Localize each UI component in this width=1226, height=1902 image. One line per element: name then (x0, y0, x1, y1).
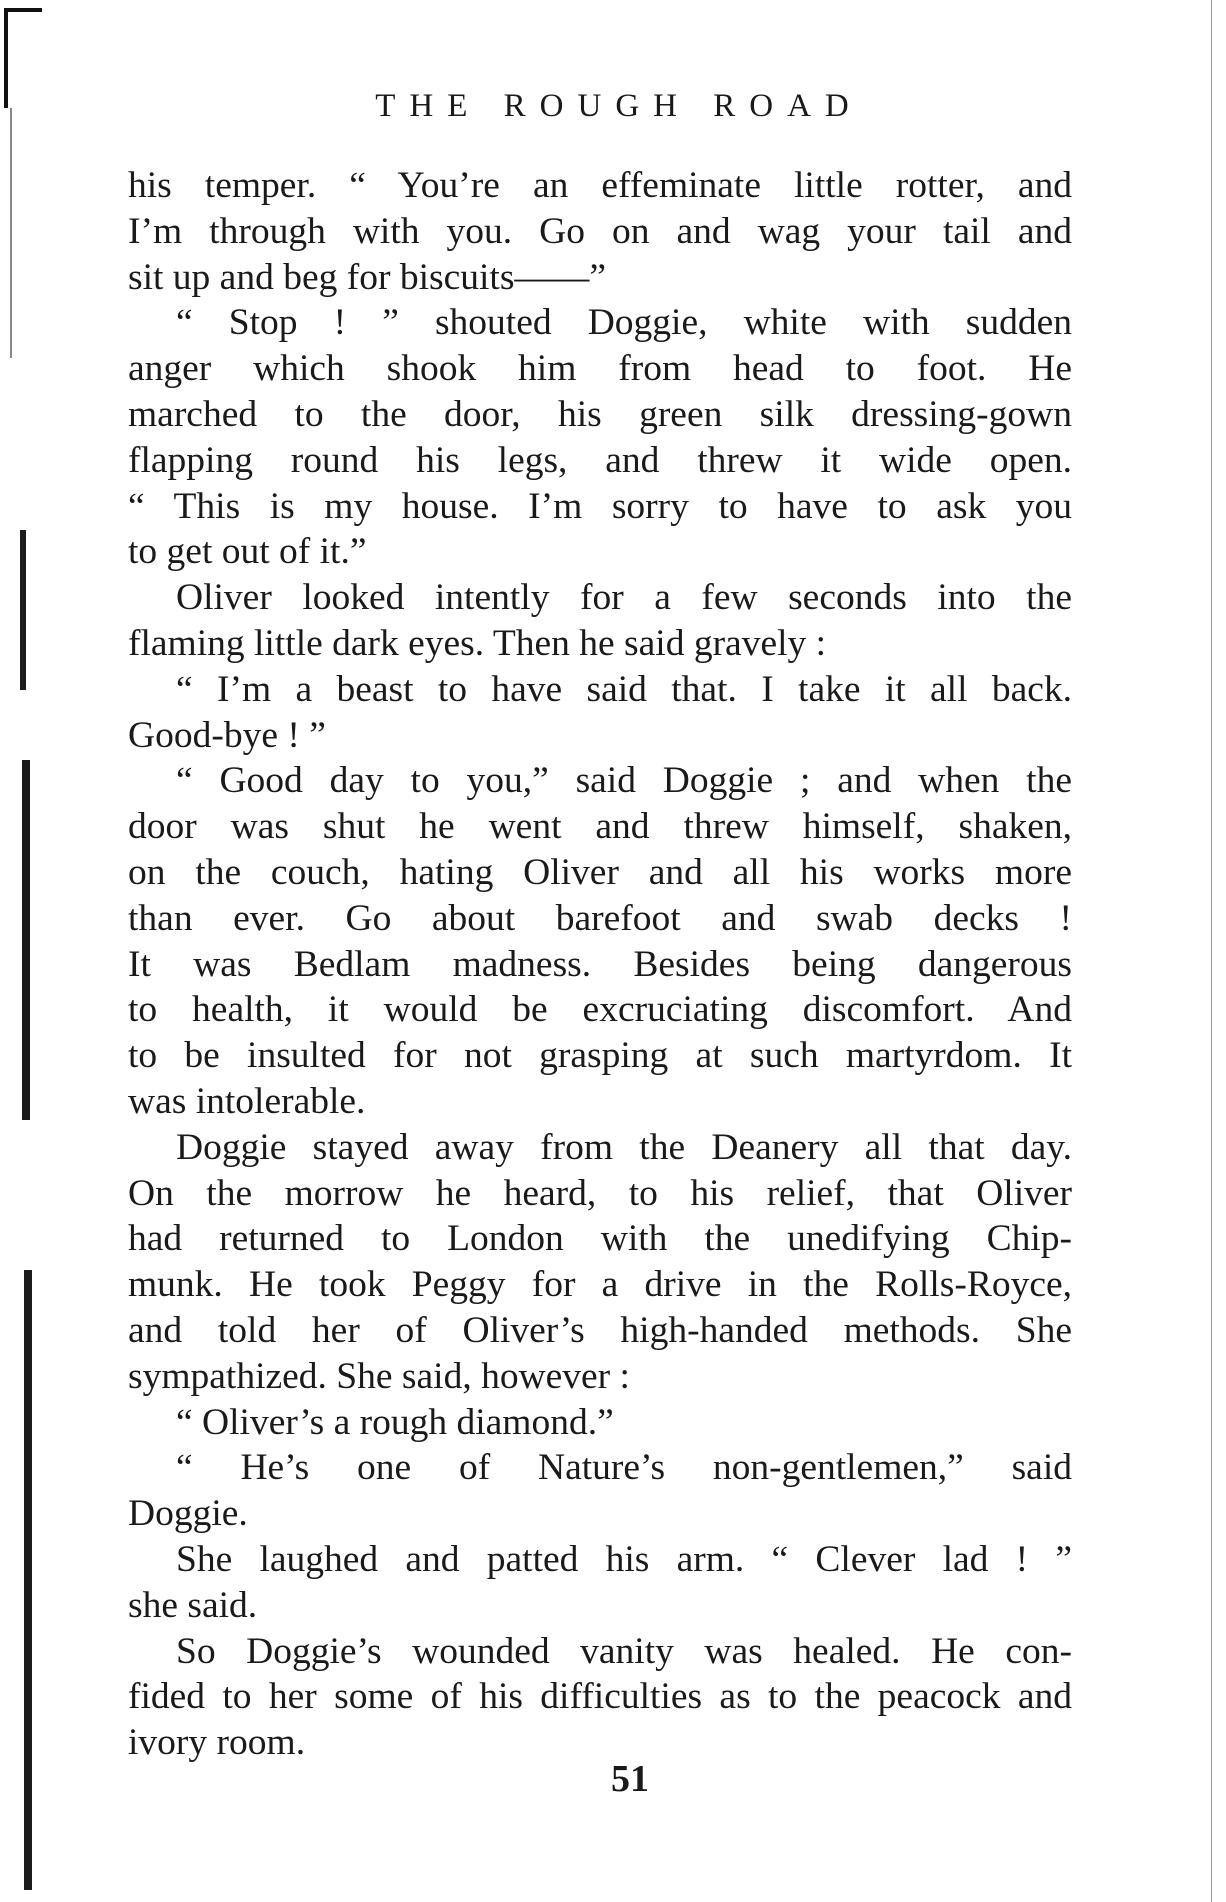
page-edge (1211, 0, 1212, 1902)
scan-streak (10, 108, 12, 358)
text-line: On the morrow he heard, to his relief, that Oliver (128, 1172, 1072, 1214)
text-line: Good-bye ! ” (128, 714, 326, 756)
text-line: “ He’s one of Nature’s non-gentlemen,” said (176, 1447, 1072, 1489)
running-head: THE ROUGH ROAD (375, 88, 863, 124)
text-line: on the couch, hating Oliver and all his works more (128, 851, 1072, 893)
text-line: I’m through with you. Go on and wag your tail and (128, 210, 1072, 252)
text-line: anger which shook him from head to foot. He (128, 348, 1072, 390)
text-line: “ Oliver’s a rough diamond.” (176, 1401, 614, 1443)
scan-streak (20, 530, 26, 690)
text-line: “ Stop ! ” shouted Doggie, white with sudden (176, 302, 1072, 344)
text-line: was intolerable. (128, 1080, 366, 1122)
text-line: than ever. Go about barefoot and swab decks ! (128, 897, 1072, 939)
text-line: She laughed and patted his arm. “ Clever lad ! ” (176, 1538, 1072, 1580)
text-line: marched to the door, his green silk dressing-gown (128, 393, 1072, 435)
text-line: and told her of Oliver’s high-handed methods. She (128, 1309, 1072, 1351)
text-line: “ This is my house. I’m sorry to have to ask you (128, 485, 1072, 527)
text-line: So Doggie’s wounded vanity was healed. He con- (176, 1630, 1072, 1672)
text-line: door was shut he went and threw himself, shaken, (128, 806, 1072, 848)
text-line: Doggie. (128, 1493, 248, 1535)
text-line: to health, it would be excruciating discomfort. And (128, 989, 1072, 1031)
text-line: “ I’m a beast to have said that. I take it all back. (176, 668, 1072, 710)
text-line: flaming little dark eyes. Then he said gravely : (128, 622, 827, 664)
text-line: to be insulted for not grasping at such martyrdom. It (128, 1035, 1072, 1077)
scan-streak (22, 760, 30, 1120)
text-line: munk. He took Peggy for a drive in the Rolls-Royce, (128, 1264, 1072, 1306)
text-line: his temper. “ You’re an effeminate little rotter, and (128, 165, 1072, 206)
text-line: Oliver looked intently for a few seconds into the (176, 577, 1072, 619)
binding-shadow (0, 0, 46, 1902)
text-line: sit up and beg for biscuits——” (128, 256, 607, 298)
text-line: “ Good day to you,” said Doggie ; and when the (176, 760, 1072, 802)
body-text (128, 163, 1072, 1766)
text-line: fided to her some of his difficulties as to the peacock and (128, 1676, 1072, 1718)
text-line: sympathized. She said, however : (128, 1355, 630, 1397)
scan-corner-mark (4, 8, 42, 12)
text-line: flapping round his legs, and threw it wide open. (128, 439, 1072, 481)
text-line: ivory room. (128, 1722, 306, 1764)
text-line: she said. (128, 1584, 258, 1626)
text-line: to get out of it.” (128, 531, 367, 573)
text-line: Doggie stayed away from the Deanery all that day. (176, 1126, 1072, 1168)
page-number: 51 (611, 1758, 649, 1800)
text-line: It was Bedlam madness. Besides being dangerous (128, 943, 1072, 985)
text-line: had returned to London with the unedifying Chip- (128, 1218, 1072, 1260)
